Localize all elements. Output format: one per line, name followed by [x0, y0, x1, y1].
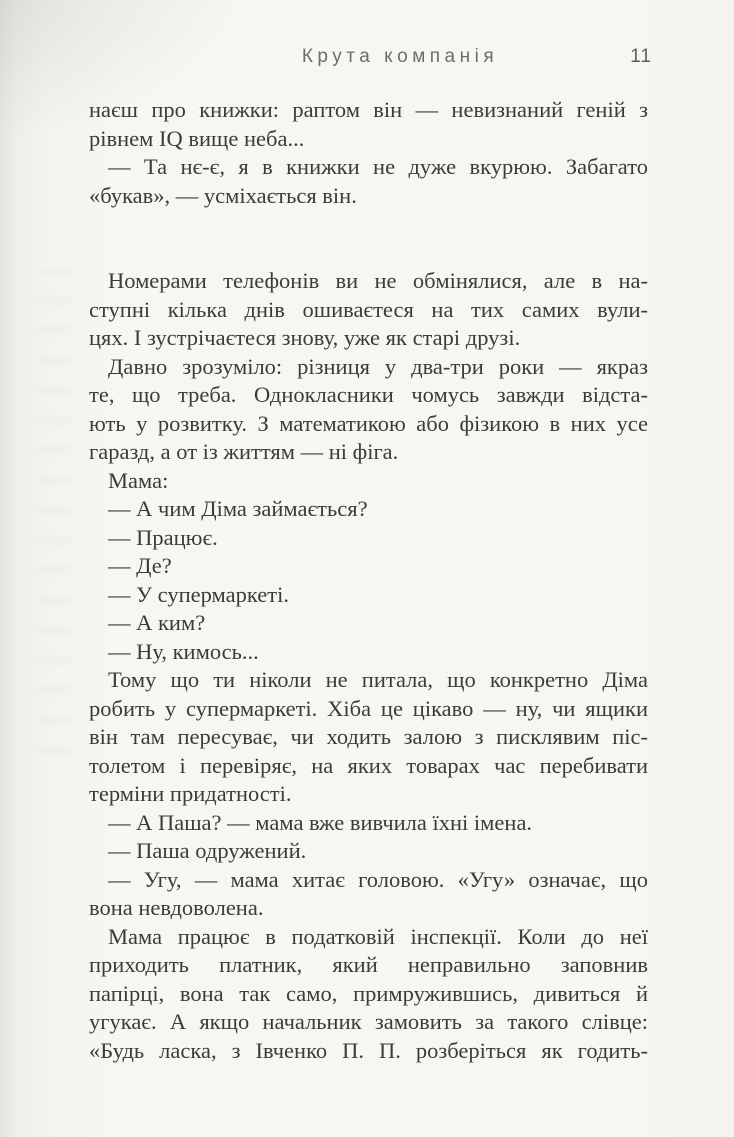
text-line: Номерами телефонів ви не обмінялися, але в на- — [108, 268, 648, 293]
text-line: — У супермаркеті. — [108, 581, 289, 607]
text-line: терміни придатності. — [89, 781, 292, 806]
text-line: цях. І зустрічаєтеся знову, уже як старі друзі. — [89, 325, 521, 350]
text-line: — Та нє-є, я в книжки не дуже вкурюю. Забагато — [108, 154, 648, 179]
text-line: те, що треба. Однокласники чомусь завжди відста- — [89, 382, 648, 407]
text-section — [89, 96, 648, 210]
text-line: — Угу, — мама хитає головою. «Угу» означає, що — [108, 866, 648, 892]
running-head: Крута компанія — [301, 46, 499, 67]
text-line: папірці, вона так само, примружившись, дивиться й — [89, 980, 648, 1006]
text-line: — А чим Діма займається? — [108, 496, 368, 521]
text-line: толетом і перевіряє, на яких товарах час перебивати — [89, 752, 648, 778]
text-line: угукає. А якщо начальник замовить за такого слівце: — [89, 1009, 648, 1034]
text-line: — А ким? — [108, 610, 206, 635]
text-line: гаразд, а от із життям — ні фіга. — [89, 439, 399, 464]
text-line: наєш про книжки: раптом він — невизнаний геній з — [89, 97, 648, 122]
text-line: — А Паша? — мама вже вивчила їхні імена. — [108, 809, 533, 835]
text-line: Давно зрозуміло: різниця у два-три роки — якраз — [108, 353, 648, 379]
text-line: — Паша одружений. — [108, 838, 307, 863]
text-line: «букав», — усміхається він. — [89, 182, 357, 208]
page-bleed-through — [38, 270, 72, 770]
text-line: ступні кілька днів ошиваєтеся на тих самих вули- — [89, 296, 648, 322]
text-line: — Ну, кимось... — [108, 638, 259, 664]
text-section — [89, 267, 648, 1065]
text-line: Тому що ти ніколи не питала, що конкретно Діма — [108, 667, 648, 692]
text-line: — Працює. — [108, 524, 218, 550]
page-body — [89, 96, 648, 1065]
text-line: приходить платник, який неправильно заповнив — [89, 952, 648, 977]
text-line: Мама: — [108, 467, 169, 493]
text-line: робить у супермаркеті. Хіба це цікаво — ну, чи ящики — [89, 695, 648, 721]
page-number: 11 — [630, 46, 652, 67]
text-line: Мама працює в податковій інспекції. Коли до неї — [108, 923, 648, 949]
text-line: «Будь ласка, з Івченко П. П. розберіться як годить- — [89, 1037, 648, 1063]
text-line: вона невдоволена. — [89, 895, 264, 920]
text-line: ють у розвитку. З математикою або фізикою в них усе — [89, 410, 648, 436]
text-line: рівнем IQ вище неба... — [89, 125, 305, 151]
text-line: — Де? — [108, 553, 172, 578]
text-line: він там пересуває, чи ходить залою з писклявим піс- — [89, 724, 648, 749]
